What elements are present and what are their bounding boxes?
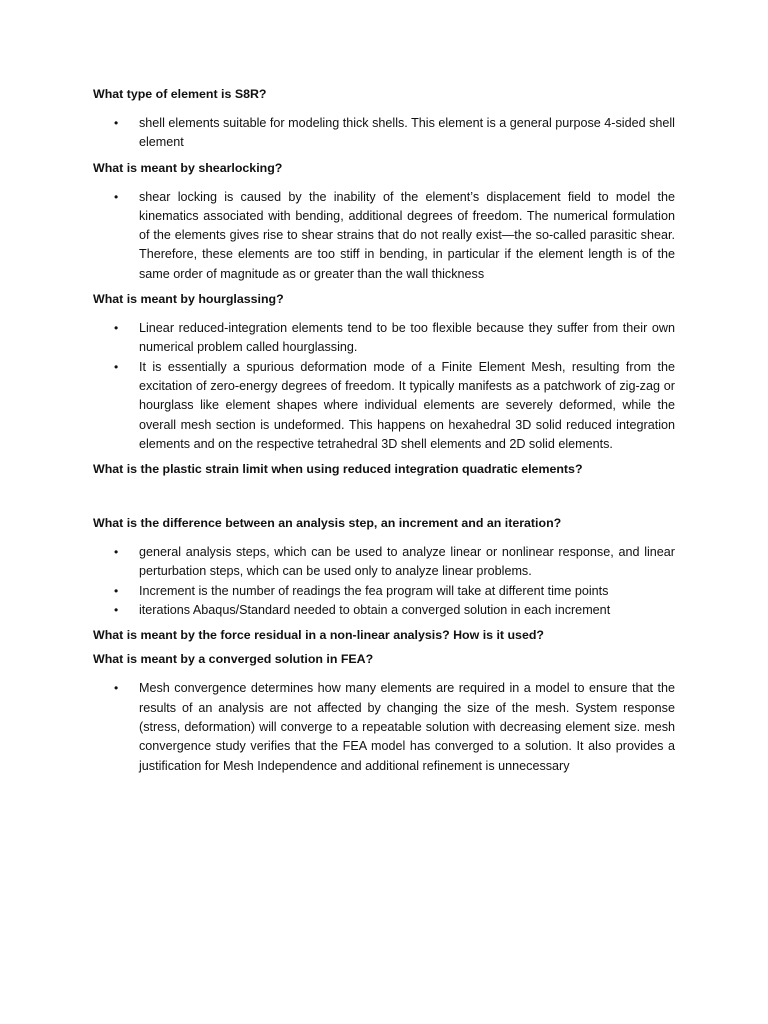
list-item — [93, 679, 675, 775]
bullet-list — [93, 679, 675, 775]
bullet-list — [93, 543, 675, 620]
list-item-text: iterations Abaqus/Standard needed to obtain a converged solution in each increment — [139, 603, 611, 618]
bullet-list — [93, 114, 675, 153]
question-heading: What is the plastic strain limit when using reduced integration quadratic elements? — [93, 462, 583, 477]
bullet-icon: • — [114, 321, 119, 336]
list-item — [93, 582, 675, 601]
list-item — [93, 114, 675, 153]
list-item — [93, 319, 675, 358]
bullet-icon: • — [114, 359, 119, 374]
bullet-icon: • — [114, 116, 119, 130]
list-item — [93, 601, 675, 620]
list-item-text: Linear reduced-integration elements tend to be too flexible because they suffer from their own numerical problem called hourglassing. — [139, 321, 675, 355]
bullet-list — [93, 188, 675, 284]
question-heading: What is meant by shearlocking? — [93, 160, 283, 175]
bullet-icon: • — [114, 189, 119, 204]
list-item — [93, 358, 675, 454]
list-item-text: shear locking is caused by the inability of the element’s displacement field to model the kinematics associated with bending, additional degrees of freedom. The numerical formulation of the elements gives rise to shear strains that do not really exist—the so-called parasitic shear. Therefore, these elements are too stiff in bending, in particular if the element length is of the same order of magnitude as or greater than the wall thickness — [139, 189, 675, 281]
bullet-icon: • — [114, 545, 119, 560]
question-heading: What is meant by a converged solution in FEA? — [93, 652, 374, 667]
bullet-icon: • — [114, 681, 119, 696]
bullet-icon: • — [114, 583, 119, 598]
bullet-list — [93, 319, 675, 454]
document-page — [93, 86, 675, 776]
list-item-text: general analysis steps, which can be used to analyze linear or nonlinear response, and linear perturbation steps, which can be used only to analyze linear problems. — [139, 545, 675, 579]
list-item-text: It is essentially a spurious deformation mode of a Finite Element Mesh, resulting from the excitation of zero-energy degrees of freedom. It typically manifests as a patchwork of zig-zag or hourglass like element shapes where individual elements are severely deformed, while the overall mesh section is undeformed. This happens on hexahedral 3D solid reduced integration elements and on the respective tetrahedral 3D shell elements and 2D solid elements. — [139, 359, 675, 451]
question-heading: What type of element is S8R? — [93, 87, 267, 101]
list-item-text: Mesh convergence determines how many elements are required in a model to ensure that the results of an analysis are not affected by changing the size of the mesh. System response (stress, deformation) will converge to a repeatable solution with decreasing element size. mesh convergence study verifies that the FEA model has converged to a solution. It also provides a justification for Mesh Independence and additional refinement is unnecessary — [139, 681, 675, 773]
list-item — [93, 543, 675, 582]
question-heading: What is meant by hourglassing? — [93, 292, 284, 307]
list-item-text: Increment is the number of readings the fea program will take at different time points — [139, 583, 609, 598]
list-item-text: shell elements suitable for modeling thick shells. This element is a general purpose 4-sided shell element — [139, 116, 675, 150]
question-heading: What is meant by the force residual in a non-linear analysis? How is it used? — [93, 628, 544, 643]
bullet-icon: • — [114, 603, 119, 618]
list-item — [93, 188, 675, 284]
question-heading: What is the difference between an analysis step, an increment and an iteration? — [93, 516, 562, 531]
